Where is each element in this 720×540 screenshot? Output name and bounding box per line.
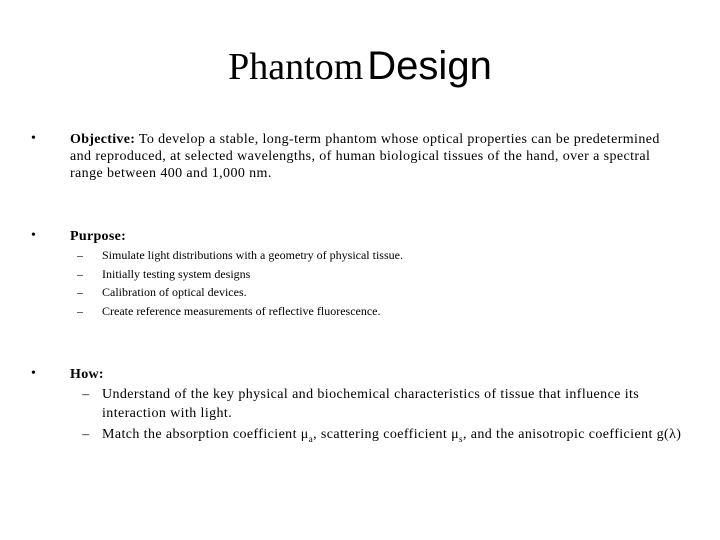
- dash-marker: –: [77, 285, 83, 299]
- purpose-item-3: Calibration of optical devices.: [102, 285, 247, 299]
- bullet-how: •: [31, 366, 36, 381]
- list-item: [77, 283, 597, 302]
- bullet-purpose: •: [31, 228, 36, 243]
- list-item: [77, 302, 597, 321]
- list-item: [70, 385, 685, 423]
- how-item-2-part-c: , and the anisotropic coefficient g(λ): [462, 427, 682, 442]
- title-part-1: Phantom: [228, 46, 364, 88]
- dash-marker: –: [82, 387, 90, 402]
- list-item: [77, 265, 597, 284]
- purpose-item-2: Initially testing system designs: [102, 266, 251, 281]
- title-part-2: Design: [367, 44, 492, 88]
- how-item-2-part-b: , scattering coefficient μ: [313, 427, 460, 442]
- purpose-item-4: Create reference measurements of reflective fluorescence.: [102, 303, 381, 318]
- list-item: [70, 425, 685, 449]
- list-item: [77, 246, 597, 265]
- purpose-item-1: Simulate light distributions with a geometry of physical tissue.: [102, 248, 403, 262]
- purpose-item: [70, 228, 685, 245]
- how-item: [70, 366, 685, 383]
- bullet-objective: •: [31, 131, 36, 146]
- purpose-list: [77, 246, 597, 320]
- mu-a-subscript: a: [308, 433, 314, 444]
- objective-text: To develop a stable, long-term phantom whose optical properties can be predetermined and reproduced, at selected wavelengths, of human biological tissues of the hand, over a spectral range between 400 and 1,000 nm.: [70, 132, 660, 181]
- how-label: How:: [70, 367, 104, 382]
- dash-marker: –: [77, 303, 83, 318]
- dash-marker: –: [82, 427, 90, 442]
- how-list: [70, 385, 685, 449]
- mu-s-subscript: s: [459, 433, 463, 444]
- dash-marker: –: [77, 248, 83, 262]
- purpose-label: Purpose:: [70, 229, 127, 244]
- how-item-1: Understand of the key physical and biochemical characteristics of tissue that influence its interaction with light.: [102, 387, 640, 421]
- how-item-2: [102, 425, 681, 449]
- page-title: [0, 44, 720, 89]
- objective-item: [70, 131, 685, 182]
- dash-marker: –: [77, 266, 83, 281]
- how-item-2-part-a: Match the absorption coefficient μ: [102, 427, 309, 442]
- objective-label: Objective:: [70, 132, 136, 147]
